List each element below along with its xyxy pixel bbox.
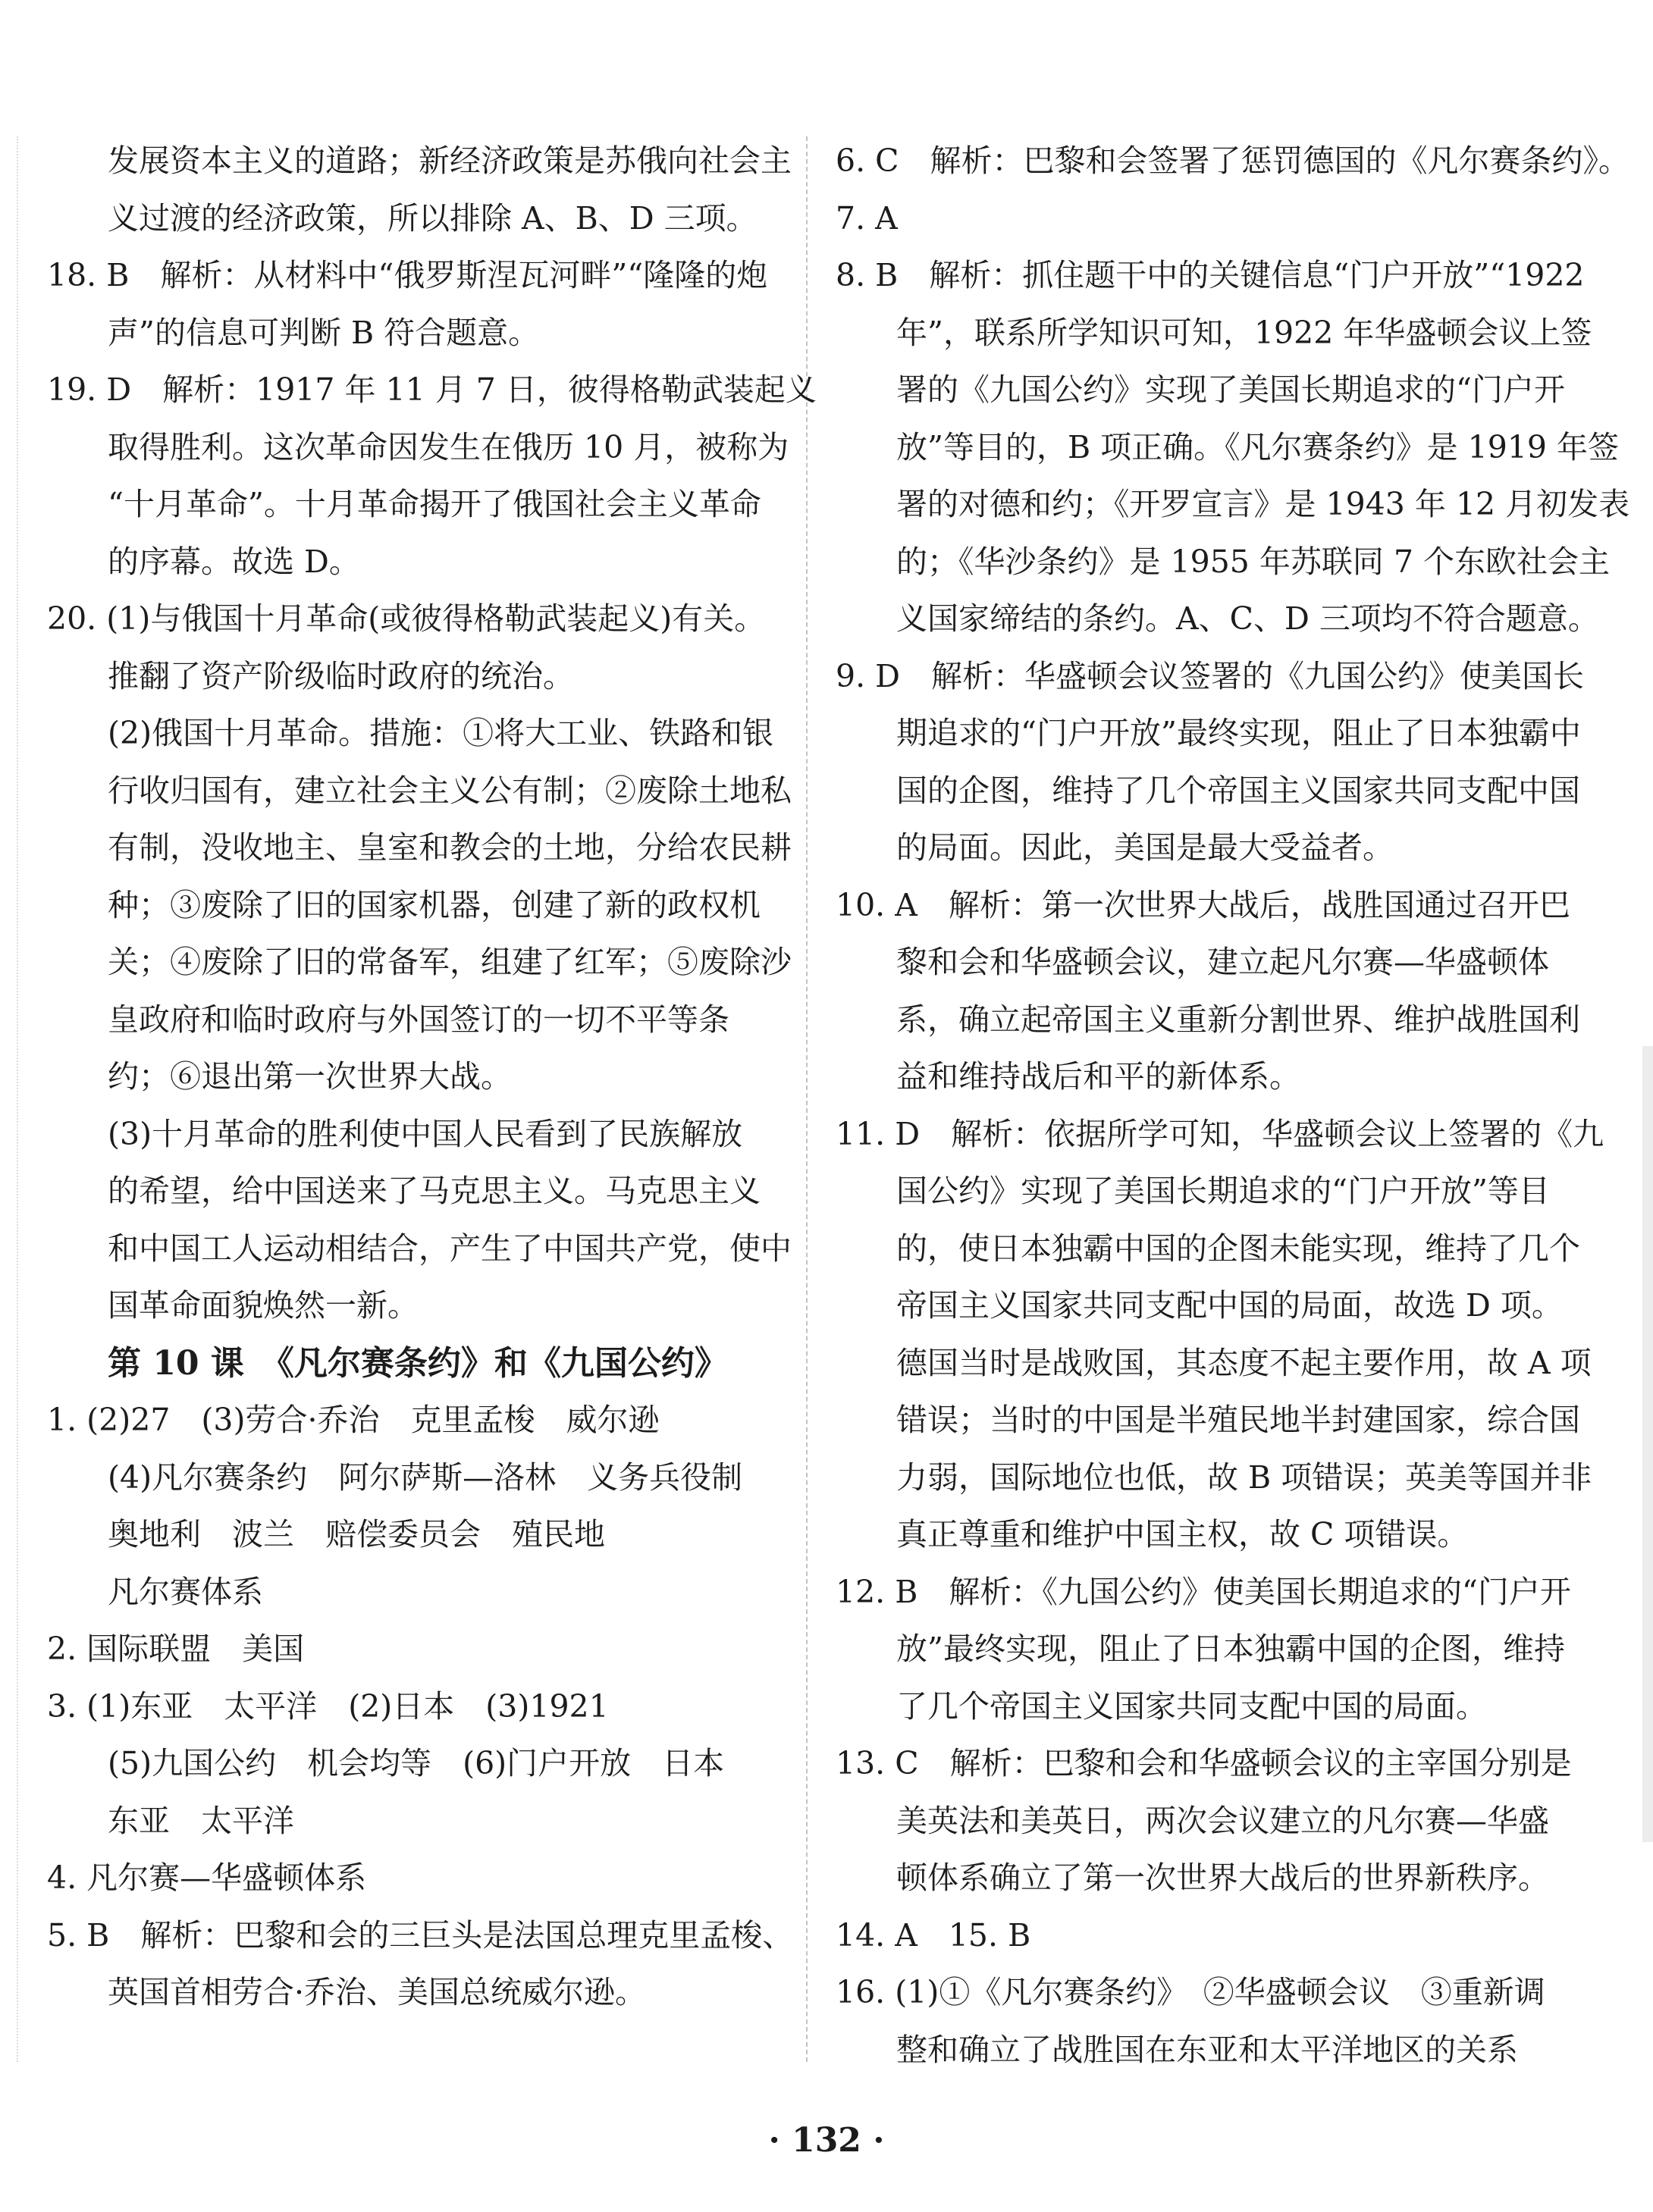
answer-line: 署的对德和约；《开罗宣言》是 1943 年 12 月初发表	[896, 486, 1630, 522]
answer-line: 美英法和美英日，两次会议建立的凡尔赛—华盛	[896, 1802, 1549, 1839]
answer-line: 英国首相劳合·乔治、美国总统威尔逊。	[108, 1974, 647, 2010]
answer-line: 益和维持战后和平的新体系。	[896, 1058, 1300, 1095]
answer-3: 3. (1)东亚 太平洋 (2)日本 (3)1921	[47, 1687, 609, 1725]
answer-line: 放”等目的，B 项正确。《凡尔赛条约》是 1919 年签	[896, 428, 1620, 465]
answer-line: 的序幕。故选 D。	[108, 543, 360, 580]
answer-line: 国的企图，维持了几个帝国主义国家共同支配中国	[896, 772, 1580, 809]
answer-line: 署的《九国公约》实现了美国长期追求的“门户开	[896, 371, 1565, 408]
answer-line: 国革命面貌焕然一新。	[108, 1287, 419, 1324]
answer-line: 种；③废除了旧的国家机器，创建了新的政权机	[108, 886, 761, 923]
answer-line: 真正尊重和维护中国主权，故 C 项错误。	[896, 1516, 1469, 1552]
answer-line: 声”的信息可判断 B 符合题意。	[108, 314, 540, 351]
answer-5: 5. B 解析：巴黎和会的三巨头是法国总理克里孟梭、	[47, 1916, 794, 1954]
answer-line: 的；《华沙条约》是 1955 年苏联同 7 个东欧社会主	[896, 543, 1611, 580]
answer-18: 18. B 解析：从材料中“俄罗斯涅瓦河畔”“隆隆的炮	[47, 257, 768, 293]
answer-line: 整和确立了战胜国在东亚和太平洋地区的关系	[896, 2031, 1518, 2068]
answer-line: 奥地利 波兰 赔偿委员会 殖民地	[108, 1516, 605, 1552]
answer-10: 10. A 解析：第一次世界大战后，战胜国通过召开巴	[836, 886, 1570, 923]
answer-line: 取得胜利。这次革命因发生在俄历 10 月，被称为	[108, 428, 789, 465]
answer-line: 德国当时是战败国，其态度不起主要作用，故 A 项	[896, 1344, 1592, 1381]
answer-line: (2)俄国十月革命。措施：①将大工业、铁路和银	[108, 715, 774, 751]
lesson-heading: 第 10 课 《凡尔赛条约》和《九国公约》	[108, 1343, 728, 1383]
answer-line: 东亚 太平洋	[108, 1802, 294, 1839]
answer-line: 发展资本主义的道路；新经济政策是苏俄向社会主	[108, 143, 792, 179]
right-column	[836, 133, 1630, 2079]
page-number: · 132 ·	[768, 2121, 885, 2160]
answer-line: (3)十月革命的胜利使中国人民看到了民族解放	[108, 1115, 743, 1152]
answer-line: 力弱，国际地位也低，故 B 项错误；英美等国并非	[896, 1458, 1592, 1496]
answer-line: 黎和会和华盛顿会议，建立起凡尔赛—华盛顿体	[896, 944, 1549, 980]
answer-line: (4)凡尔赛条约 阿尔萨斯—洛林 义务兵役制	[108, 1458, 743, 1496]
answer-line: “十月革命”。十月革命揭开了俄国社会主义革命	[108, 486, 761, 522]
answer-line: 帝国主义国家共同支配中国的局面，故选 D 项。	[896, 1287, 1563, 1324]
answer-4: 4. 凡尔赛—华盛顿体系	[47, 1860, 367, 1896]
answer-11: 11. D 解析：依据所学可知，华盛顿会议上签署的《九	[836, 1115, 1604, 1152]
answer-line: 国公约》实现了美国长期追求的“门户开放”等目	[896, 1173, 1550, 1209]
answer-line: 放”最终实现，阻止了日本独霸中国的企图，维持	[896, 1631, 1565, 1667]
answer-7: 7. A	[836, 199, 898, 237]
answer-line: 义过渡的经济政策，所以排除 A、B、D 三项。	[108, 199, 757, 237]
binding-margin-line	[17, 136, 18, 2062]
answer-line: (5)九国公约 机会均等 (6)门户开放 日本	[108, 1745, 725, 1781]
answer-line: 关；④废除了旧的常备军，组建了红军；⑤废除沙	[108, 944, 792, 980]
answer-8: 8. B 解析：抓住题干中的关键信息“门户开放”“1922	[836, 257, 1585, 293]
answer-line: 年”，联系所学知识可知，1922 年华盛顿会议上签	[896, 314, 1592, 351]
answer-line: 错误；当时的中国是半殖民地半封建国家，综合国	[896, 1402, 1580, 1438]
answer-6: 6. C 解析：巴黎和会签署了惩罚德国的《凡尔赛条约》。	[836, 143, 1630, 179]
answer-9: 9. D 解析：华盛顿会议签署的《九国公约》使美国长	[836, 657, 1585, 694]
answer-line: 义国家缔结的条约。A、C、D 三项均不符合题意。	[896, 600, 1599, 637]
answer-line: 有制，没收地主、皇室和教会的土地，分给农民耕	[108, 829, 792, 866]
answer-line: 行收归国有，建立社会主义公有制；②废除土地私	[108, 772, 792, 809]
answer-20: 20. (1)与俄国十月革命(或彼得格勒武装起义)有关。	[47, 600, 766, 637]
answer-1: 1. (2)27 (3)劳合·乔治 克里孟梭 威尔逊	[47, 1402, 660, 1438]
answer-line: 系，确立起帝国主义重新分割世界、维护战胜国利	[896, 1001, 1580, 1038]
answer-line: 的局面。因此，美国是最大受益者。	[896, 829, 1394, 866]
answer-line: 期追求的“门户开放”最终实现，阻止了日本独霸中	[896, 715, 1581, 751]
column-divider	[806, 136, 808, 2062]
answer-16: 16. (1)①《凡尔赛条约》 ②华盛顿会议 ③重新调	[836, 1974, 1545, 2010]
answer-line: 凡尔赛体系	[108, 1573, 263, 1610]
answer-12: 12. B 解析：《九国公约》使美国长期追求的“门户开	[836, 1573, 1571, 1610]
answer-line: 了几个帝国主义国家共同支配中国的局面。	[896, 1687, 1487, 1725]
answer-13: 13. C 解析：巴黎和会和华盛顿会议的主宰国分别是	[836, 1745, 1572, 1781]
answer-14-15: 14. A 15. B	[836, 1916, 1031, 1954]
answer-2: 2. 国际联盟 美国	[47, 1631, 305, 1667]
answer-line: 和中国工人运动相结合，产生了中国共产党，使中	[108, 1230, 792, 1267]
answer-line: 推翻了资产阶级临时政府的统治。	[108, 657, 574, 694]
answer-line: 约；⑥退出第一次世界大战。	[108, 1058, 512, 1095]
answer-line: 顿体系确立了第一次世界大战后的世界新秩序。	[896, 1860, 1549, 1896]
answer-line: 皇政府和临时政府与外国签订的一切不平等条	[108, 1001, 729, 1038]
answer-line: 的希望，给中国送来了马克思主义。马克思主义	[108, 1173, 761, 1209]
answer-line: 的，使日本独霸中国的企图未能实现，维持了几个	[896, 1230, 1580, 1267]
left-column	[47, 133, 817, 2022]
page-edge-shadow	[1642, 1046, 1653, 1842]
answer-19: 19. D 解析：1917 年 11 月 7 日，彼得格勒武装起义	[47, 371, 817, 408]
